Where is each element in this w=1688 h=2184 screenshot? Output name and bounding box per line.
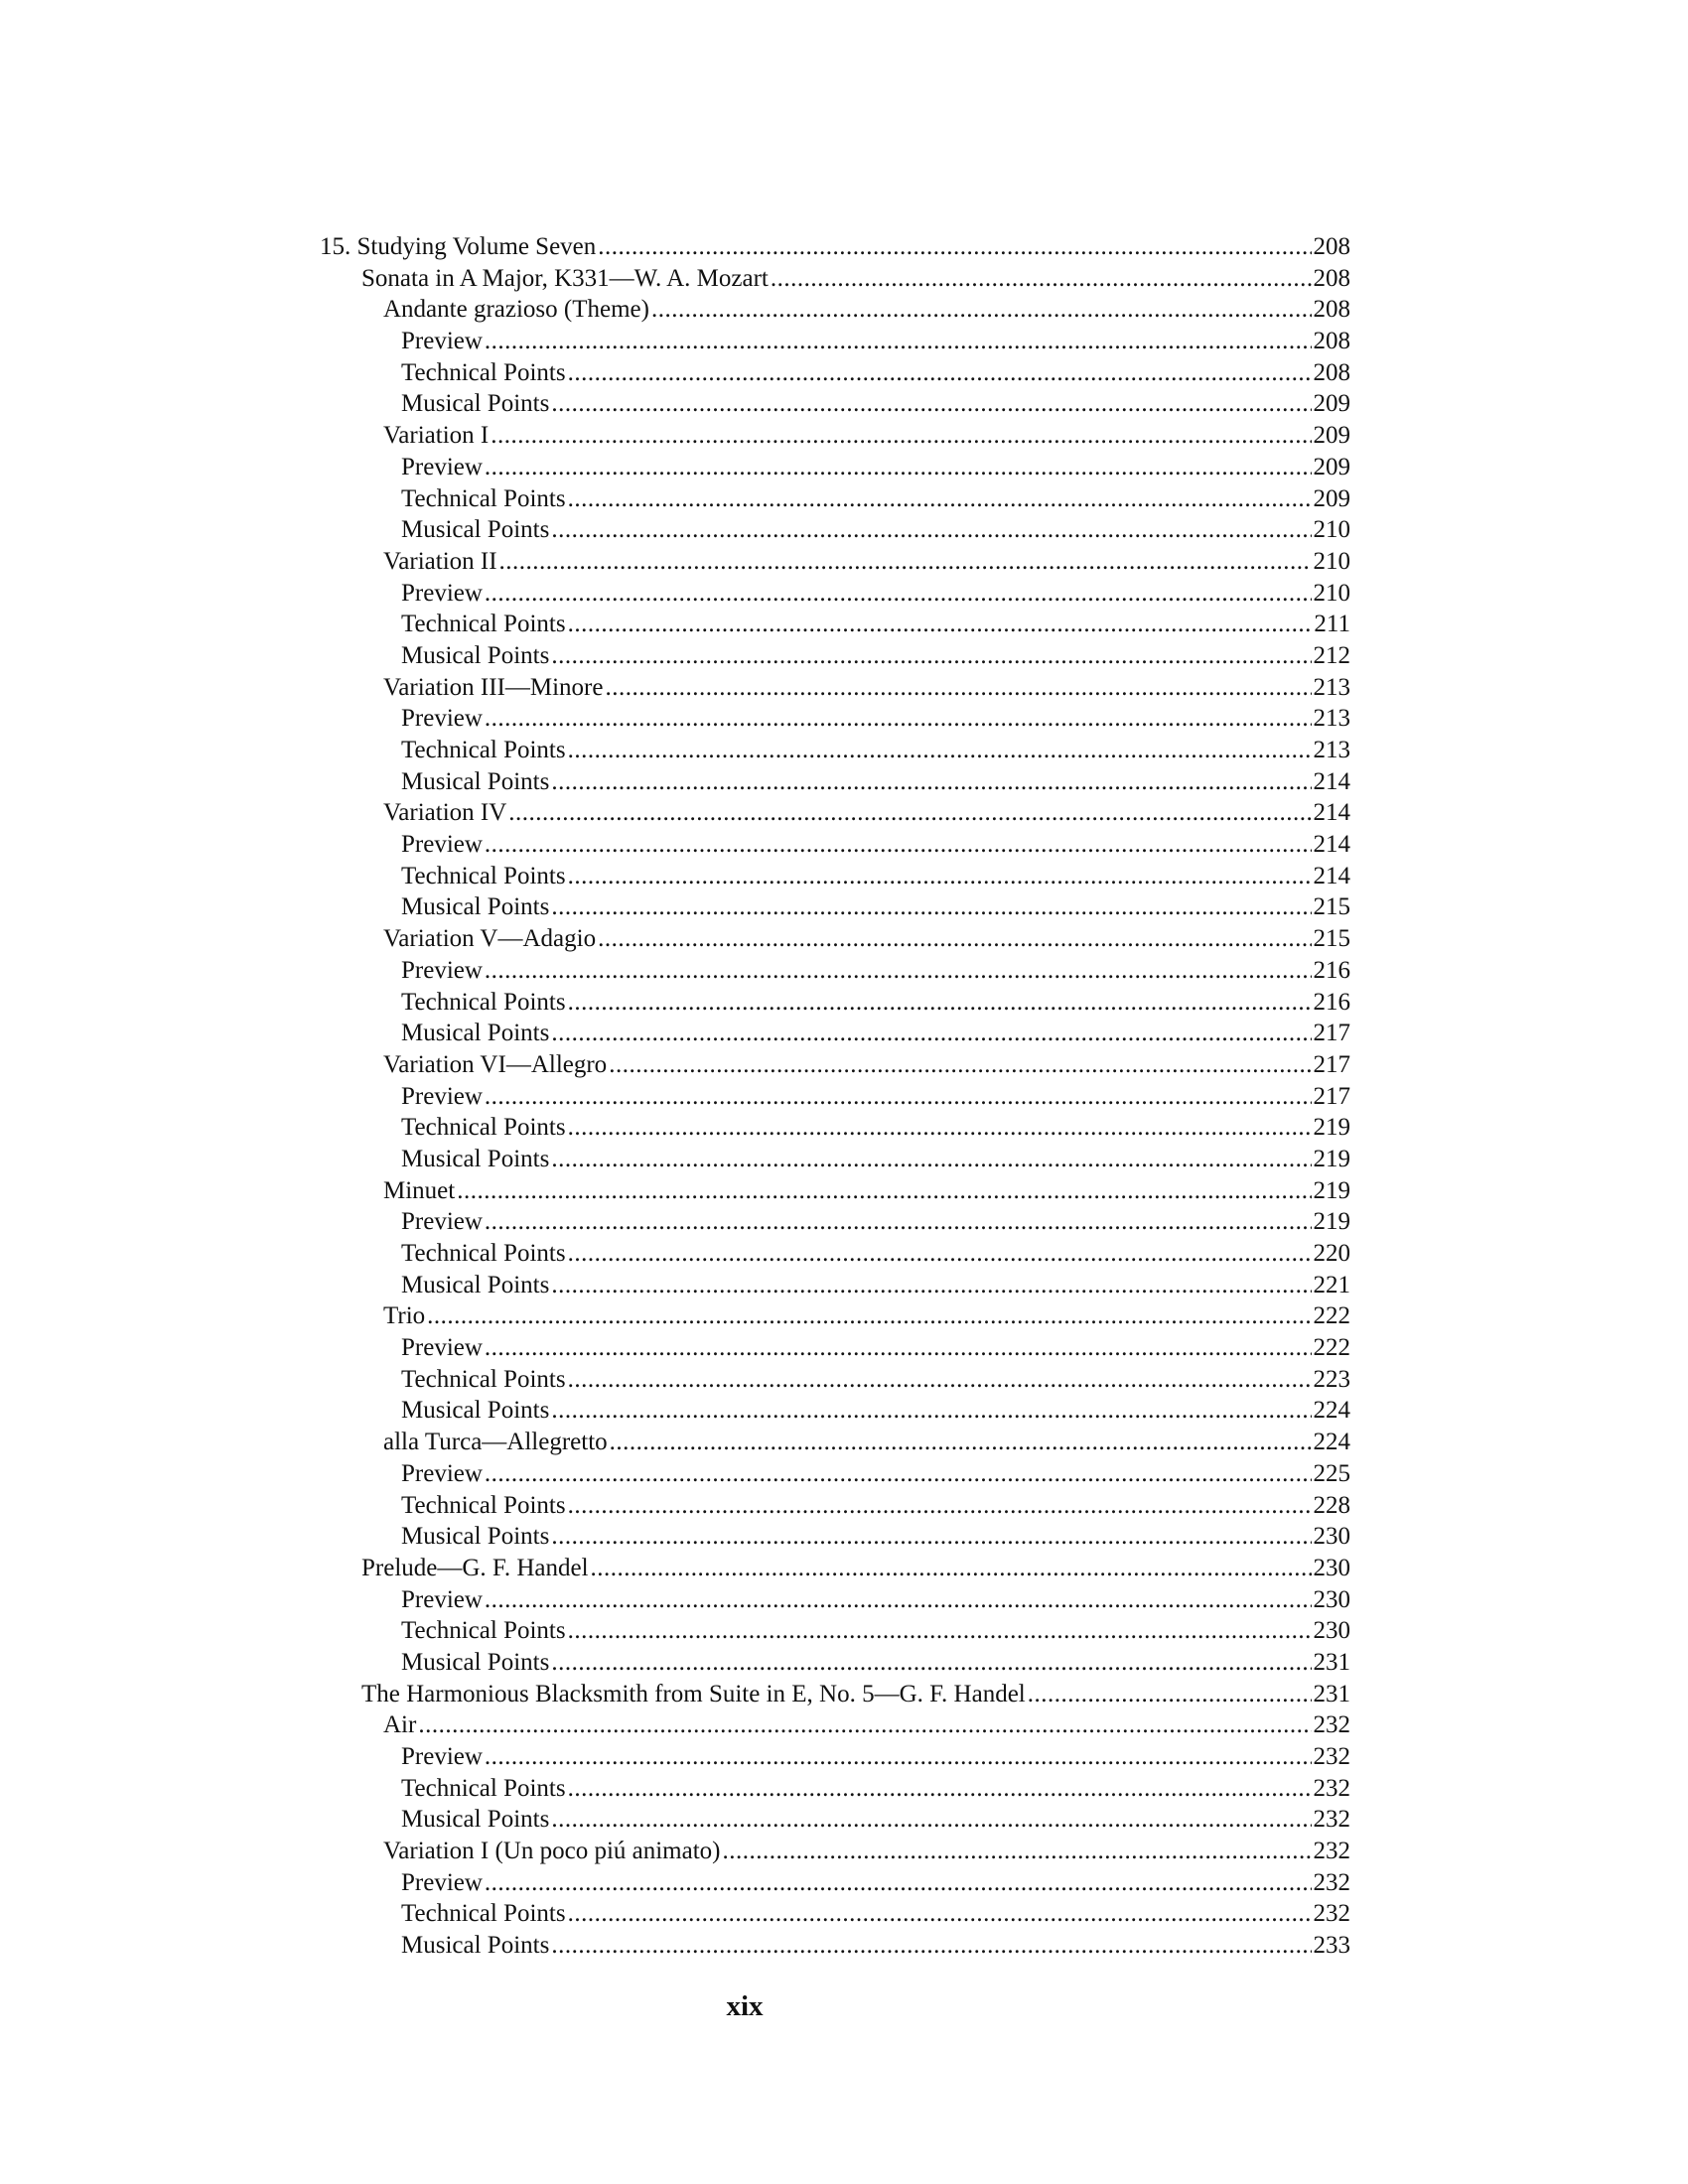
toc-entry-page: 219: [1313, 1176, 1350, 1204]
dot-leader: [485, 1458, 1312, 1490]
dot-leader: [568, 1364, 1312, 1396]
toc-entry: [320, 1679, 1350, 1710]
table-of-contents: [320, 231, 1350, 1962]
dot-leader: [551, 766, 1311, 798]
dot-leader: [485, 326, 1312, 357]
toc-entry-title: Musical Points: [401, 1145, 550, 1172]
toc-entry: [320, 1584, 1350, 1616]
dot-leader: [598, 231, 1311, 263]
dot-leader: [551, 1930, 1311, 1962]
dot-leader: [1028, 1679, 1312, 1710]
toc-entry-title: Trio: [383, 1302, 426, 1330]
toc-entry-page: 232: [1313, 1838, 1350, 1865]
toc-entry-page: 221: [1313, 1271, 1350, 1298]
toc-entry: [320, 578, 1350, 610]
toc-entry-title: Technical Points: [401, 611, 566, 638]
toc-entry-title: Technical Points: [401, 988, 566, 1016]
toc-entry: [320, 388, 1350, 420]
toc-entry: [320, 609, 1350, 640]
toc-entry-page: 224: [1313, 1429, 1350, 1456]
toc-entry-page: 209: [1313, 484, 1350, 512]
toc-entry: [320, 891, 1350, 923]
toc-entry: [320, 1175, 1350, 1207]
toc-entry-title: Preview: [401, 956, 483, 984]
toc-entry: [320, 829, 1350, 861]
dot-leader: [551, 1804, 1311, 1836]
toc-entry-title: Preview: [401, 1082, 483, 1110]
dot-leader: [551, 891, 1311, 923]
dot-leader: [418, 1709, 1311, 1741]
toc-entry: [320, 1709, 1350, 1741]
dot-leader: [610, 1427, 1312, 1458]
toc-entry-page: 223: [1313, 1365, 1350, 1393]
dot-leader: [551, 640, 1311, 672]
dot-leader: [568, 609, 1313, 640]
dot-leader: [485, 829, 1312, 861]
toc-entry-page: 209: [1313, 422, 1350, 450]
dot-leader: [551, 1144, 1311, 1175]
toc-entry-title: Air: [383, 1711, 417, 1739]
toc-entry-title: Preview: [401, 1334, 483, 1362]
toc-entry-page: 210: [1313, 579, 1350, 607]
toc-entry-title: Musical Points: [401, 767, 550, 795]
dot-leader: [499, 546, 1312, 578]
toc-entry-page: 215: [1313, 893, 1350, 921]
toc-entry-title: Variation V—Adagio: [383, 925, 597, 953]
dot-leader: [723, 1836, 1312, 1867]
toc-entry-page: 208: [1313, 358, 1350, 386]
toc-entry-page: 225: [1313, 1459, 1350, 1487]
toc-entry-title: Sonata in A Major, K331—W. A. Mozart: [361, 264, 769, 292]
toc-entry-title: Variation I: [383, 422, 490, 450]
toc-entry-page: 220: [1313, 1240, 1350, 1267]
toc-entry-title: Preview: [401, 328, 483, 355]
toc-entry-page: 212: [1313, 641, 1350, 669]
toc-entry-title: Technical Points: [401, 358, 566, 386]
toc-entry: [320, 1144, 1350, 1175]
toc-entry-page: 230: [1313, 1585, 1350, 1613]
toc-entry-page: 224: [1313, 1397, 1350, 1425]
toc-entry-page: 232: [1313, 1900, 1350, 1928]
toc-entry: [320, 1867, 1350, 1899]
toc-entry-title: Preview: [401, 579, 483, 607]
toc-entry-page: 216: [1313, 956, 1350, 984]
toc-entry-title: Technical Points: [401, 862, 566, 889]
toc-entry-title: Technical Points: [401, 484, 566, 512]
dot-leader: [568, 1615, 1312, 1647]
toc-entry-page: 222: [1313, 1302, 1350, 1330]
toc-entry-title: Preview: [401, 705, 483, 733]
toc-entry-title: Preview: [401, 831, 483, 859]
dot-leader: [485, 1081, 1312, 1113]
toc-entry-title: Variation III—Minore: [383, 673, 604, 701]
toc-entry: [320, 546, 1350, 578]
dot-leader: [568, 735, 1312, 766]
toc-entry: [320, 1300, 1350, 1332]
toc-entry: [320, 1018, 1350, 1049]
dot-leader: [485, 1741, 1312, 1773]
toc-entry: [320, 231, 1350, 263]
toc-entry-page: 232: [1313, 1868, 1350, 1896]
toc-entry-title: Musical Points: [401, 1271, 550, 1298]
toc-entry-title: Preview: [401, 453, 483, 480]
toc-entry: [320, 703, 1350, 735]
toc-entry-page: 230: [1313, 1617, 1350, 1645]
toc-entry-title: Preview: [401, 1208, 483, 1236]
toc-entry: [320, 263, 1350, 295]
dot-leader: [485, 703, 1312, 735]
toc-entry-title: Musical Points: [401, 1932, 550, 1960]
toc-entry: [320, 1898, 1350, 1930]
dot-leader: [609, 1049, 1311, 1081]
toc-entry-title: The Harmonious Blacksmith from Suite in E, No. 5—G. F. Handel: [361, 1680, 1026, 1707]
toc-entry-title: Technical Points: [401, 737, 566, 763]
dot-leader: [485, 452, 1312, 483]
toc-entry-page: 228: [1313, 1491, 1350, 1519]
toc-entry-title: Musical Points: [401, 1648, 550, 1676]
toc-entry: [320, 1930, 1350, 1962]
toc-entry: [320, 420, 1350, 452]
toc-entry-page: 232: [1313, 1743, 1350, 1770]
toc-entry-title: 15. Studying Volume Seven: [320, 233, 597, 260]
toc-entry-title: Variation IV: [383, 799, 507, 827]
toc-entry-page: 213: [1313, 705, 1350, 733]
toc-entry-title: Minuet: [383, 1176, 456, 1204]
toc-entry-title: Preview: [401, 1868, 483, 1896]
toc-entry: [320, 1427, 1350, 1458]
toc-entry: [320, 1741, 1350, 1773]
dot-leader: [457, 1175, 1311, 1207]
toc-entry-page: 219: [1313, 1145, 1350, 1172]
dot-leader: [551, 514, 1311, 546]
toc-entry: [320, 1647, 1350, 1679]
toc-entry-title: Technical Points: [401, 1114, 566, 1142]
toc-entry-page: 231: [1313, 1648, 1350, 1676]
toc-entry-title: Technical Points: [401, 1900, 566, 1928]
toc-entry: [320, 735, 1350, 766]
toc-entry-page: 208: [1313, 328, 1350, 355]
toc-entry-title: Musical Points: [401, 1806, 550, 1834]
toc-entry: [320, 294, 1350, 326]
toc-entry: [320, 514, 1350, 546]
dot-leader: [568, 1238, 1312, 1270]
toc-entry-page: 209: [1313, 453, 1350, 480]
toc-entry: [320, 672, 1350, 704]
dot-leader: [568, 987, 1312, 1019]
dot-leader: [485, 578, 1312, 610]
dot-leader: [605, 672, 1311, 704]
dot-leader: [551, 1395, 1311, 1427]
dot-leader: [771, 263, 1312, 295]
dot-leader: [485, 955, 1312, 987]
dot-leader: [427, 1300, 1311, 1332]
dot-leader: [568, 861, 1312, 892]
toc-entry-title: alla Turca—Allegretto: [383, 1429, 608, 1456]
toc-entry: [320, 1112, 1350, 1144]
toc-entry-page: 214: [1313, 831, 1350, 859]
toc-entry: [320, 357, 1350, 389]
toc-entry: [320, 1206, 1350, 1238]
toc-entry-title: Technical Points: [401, 1774, 566, 1802]
dot-leader: [568, 1898, 1312, 1930]
toc-entry: [320, 987, 1350, 1019]
toc-entry-page: 215: [1313, 925, 1350, 953]
toc-entry: [320, 1081, 1350, 1113]
dot-leader: [491, 420, 1311, 452]
toc-entry-page: 232: [1313, 1806, 1350, 1834]
toc-entry-title: Musical Points: [401, 1397, 550, 1425]
toc-entry: [320, 1238, 1350, 1270]
toc-entry: [320, 640, 1350, 672]
toc-entry: [320, 1332, 1350, 1364]
toc-entry-page: 211: [1314, 611, 1350, 638]
toc-entry: [320, 452, 1350, 483]
dot-leader: [551, 1521, 1311, 1553]
toc-entry-title: Technical Points: [401, 1240, 566, 1267]
toc-entry-page: 214: [1313, 767, 1350, 795]
toc-entry: [320, 483, 1350, 515]
toc-entry-title: Musical Points: [401, 1523, 550, 1551]
toc-entry: [320, 1458, 1350, 1490]
dot-leader: [568, 1773, 1312, 1805]
toc-entry: [320, 326, 1350, 357]
toc-entry: [320, 923, 1350, 955]
dot-leader: [551, 388, 1311, 420]
dot-leader: [485, 1206, 1312, 1238]
toc-entry-title: Variation I (Un poco piú animato): [383, 1838, 721, 1865]
toc-entry-page: 232: [1313, 1774, 1350, 1802]
toc-entry: [320, 1615, 1350, 1647]
toc-entry-page: 219: [1313, 1114, 1350, 1142]
toc-entry-page: 213: [1313, 737, 1350, 763]
toc-entry-title: Andante grazioso (Theme): [383, 296, 649, 324]
toc-entry-title: Musical Points: [401, 641, 550, 669]
toc-entry-title: Musical Points: [401, 893, 550, 921]
toc-entry-page: 208: [1313, 296, 1350, 324]
dot-leader: [651, 294, 1312, 326]
toc-entry-page: 219: [1313, 1208, 1350, 1236]
toc-entry: [320, 1395, 1350, 1427]
toc-entry-page: 210: [1313, 547, 1350, 575]
toc-entry-page: 222: [1313, 1334, 1350, 1362]
toc-entry-page: 214: [1313, 799, 1350, 827]
toc-entry-title: Preview: [401, 1743, 483, 1770]
toc-entry: [320, 1836, 1350, 1867]
toc-entry-title: Preview: [401, 1585, 483, 1613]
toc-entry: [320, 1490, 1350, 1522]
page-number: xix: [726, 1990, 764, 2022]
toc-entry: [320, 797, 1350, 829]
dot-leader: [551, 1647, 1311, 1679]
toc-entry-page: 217: [1313, 1050, 1350, 1078]
dot-leader: [568, 357, 1312, 389]
dot-leader: [568, 1112, 1312, 1144]
toc-entry-title: Musical Points: [401, 516, 550, 544]
toc-entry-title: Technical Points: [401, 1365, 566, 1393]
dot-leader: [551, 1270, 1311, 1301]
toc-entry-title: Technical Points: [401, 1617, 566, 1645]
toc-entry: [320, 1364, 1350, 1396]
toc-entry-page: 217: [1313, 1020, 1350, 1047]
toc-entry-page: 214: [1313, 862, 1350, 889]
toc-entry-page: 233: [1313, 1932, 1350, 1960]
toc-entry-page: 213: [1313, 673, 1350, 701]
toc-entry-title: Variation VI—Allegro: [383, 1050, 608, 1078]
toc-entry-title: Technical Points: [401, 1491, 566, 1519]
toc-entry-page: 217: [1313, 1082, 1350, 1110]
toc-entry-page: 216: [1313, 988, 1350, 1016]
toc-entry: [320, 1773, 1350, 1805]
toc-entry: [320, 1049, 1350, 1081]
toc-entry-page: 209: [1313, 390, 1350, 418]
toc-entry: [320, 1521, 1350, 1553]
dot-leader: [485, 1584, 1312, 1616]
toc-entry-title: Variation II: [383, 547, 497, 575]
toc-entry-page: 230: [1313, 1554, 1350, 1581]
toc-entry: [320, 1553, 1350, 1584]
dot-leader: [551, 1018, 1311, 1049]
toc-entry: [320, 766, 1350, 798]
toc-entry-page: 230: [1313, 1523, 1350, 1551]
toc-entry-title: Musical Points: [401, 390, 550, 418]
toc-entry: [320, 1804, 1350, 1836]
dot-leader: [485, 1332, 1312, 1364]
toc-entry-page: 232: [1313, 1711, 1350, 1739]
toc-entry-page: 210: [1313, 516, 1350, 544]
toc-entry-page: 208: [1313, 264, 1350, 292]
dot-leader: [591, 1553, 1312, 1584]
toc-entry: [320, 955, 1350, 987]
toc-entry: [320, 861, 1350, 892]
dot-leader: [568, 483, 1312, 515]
toc-entry: [320, 1270, 1350, 1301]
toc-entry-page: 231: [1313, 1680, 1350, 1707]
toc-entry-title: Musical Points: [401, 1020, 550, 1047]
toc-entry-page: 208: [1313, 233, 1350, 260]
toc-entry-title: Preview: [401, 1459, 483, 1487]
dot-leader: [508, 797, 1311, 829]
dot-leader: [485, 1867, 1312, 1899]
dot-leader: [568, 1490, 1312, 1522]
dot-leader: [598, 923, 1311, 955]
toc-entry-title: Prelude—G. F. Handel: [361, 1554, 589, 1581]
